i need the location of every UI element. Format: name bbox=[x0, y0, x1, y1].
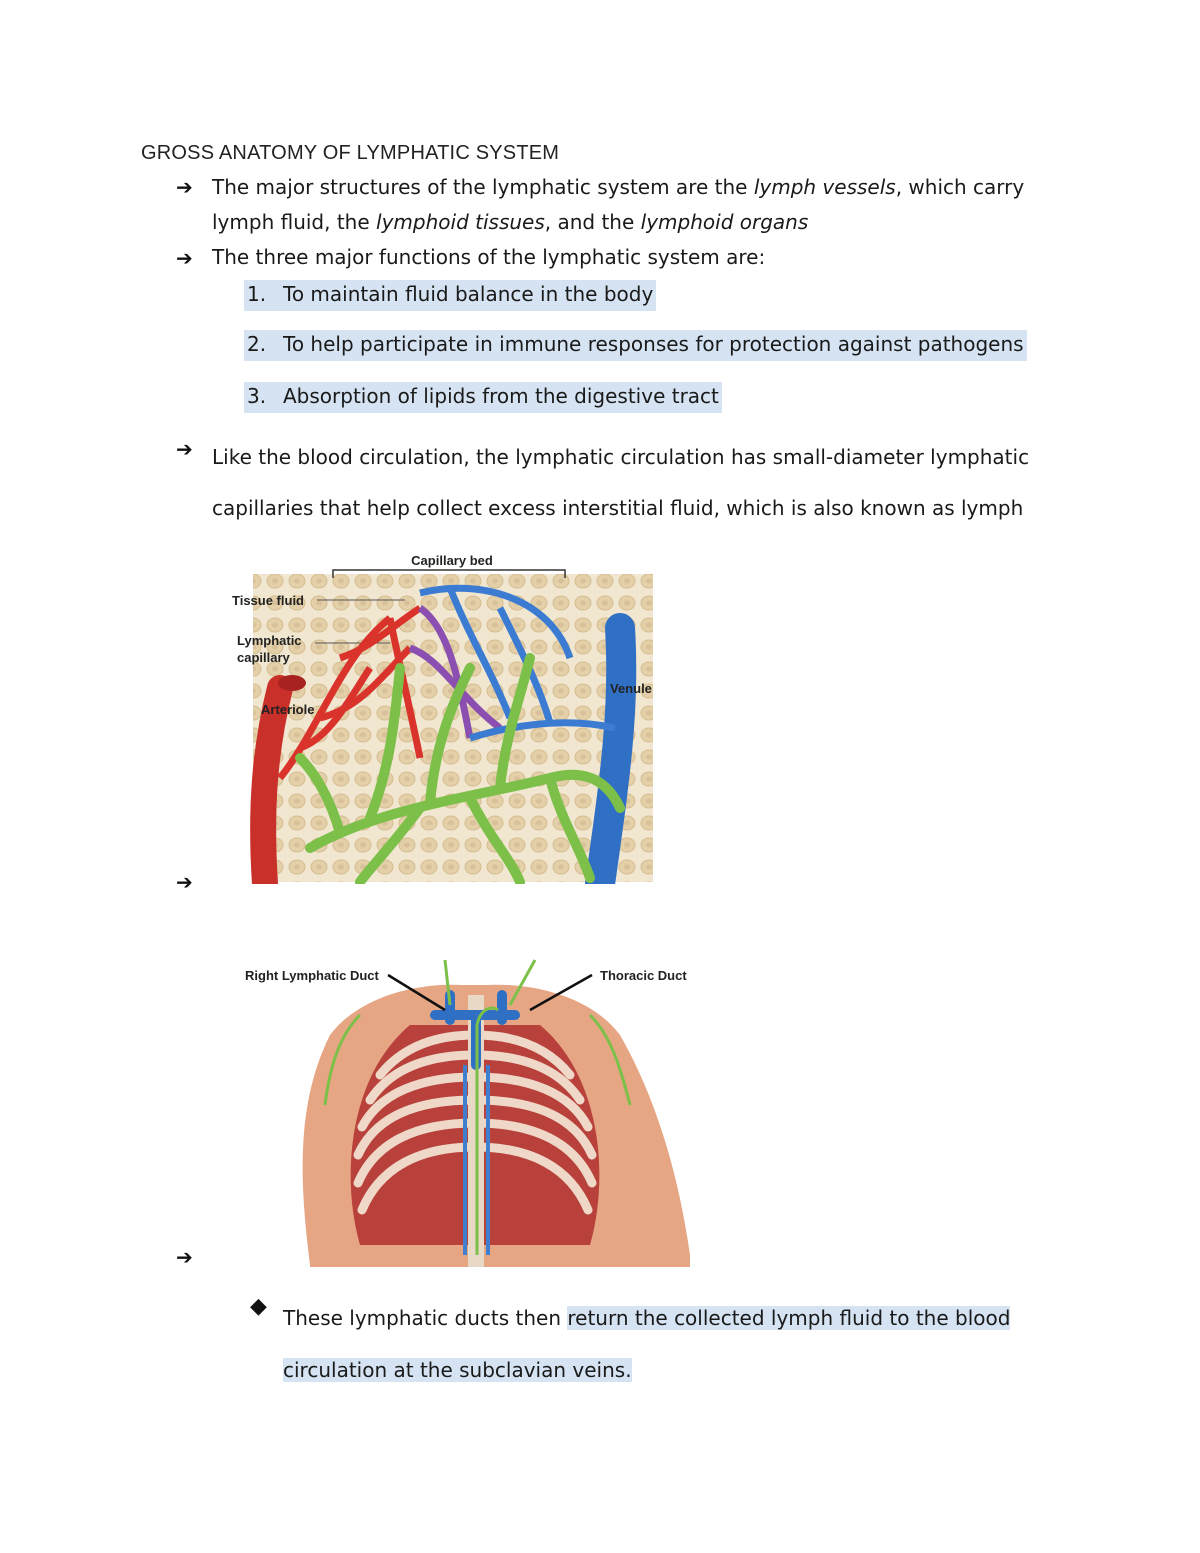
label-thoracic-duct: Thoracic Duct bbox=[600, 968, 687, 983]
bullet-capillaries-line2: capillaries that help collect excess interstitial fluid, which is also known as lymph bbox=[212, 496, 1024, 520]
label-capillary-bed: Capillary bed bbox=[411, 553, 493, 568]
label-arteriole: Arteriole bbox=[261, 702, 315, 717]
bullet-structures-text-2: , which carry bbox=[895, 175, 1025, 199]
function-number: 2. bbox=[247, 332, 267, 356]
label-lymphatic: Lymphatic bbox=[237, 633, 302, 648]
bullet-structures-text-3: lymph fluid, the bbox=[212, 210, 377, 234]
diamond-bullet-icon: ◆ bbox=[250, 1294, 267, 1319]
page-title: GROSS ANATOMY OF LYMPHATIC SYSTEM bbox=[141, 142, 560, 164]
arrow-bullet-icon: ➔ bbox=[176, 175, 193, 199]
arrow-bullet-icon: ➔ bbox=[176, 870, 193, 894]
label-right-lymphatic-duct: Right Lymphatic Duct bbox=[245, 968, 379, 983]
function-text: To maintain fluid balance in the body bbox=[283, 282, 654, 306]
sub-bullet-highlight-2: circulation at the subclavian veins. bbox=[283, 1358, 632, 1382]
capillary-bed-figure bbox=[220, 548, 660, 884]
bullet-functions-intro: The three major functions of the lymphatic system are: bbox=[212, 245, 766, 269]
bullet-structures bbox=[212, 170, 1112, 240]
function-text: To help participate in immune responses for protection against pathogens bbox=[283, 332, 1024, 356]
sub-bullet-ducts bbox=[283, 1292, 1083, 1396]
em-lymphoid-tissues: lymphoid tissues bbox=[376, 210, 545, 234]
bullet-structures-text-4: , and the bbox=[544, 210, 641, 234]
arrow-bullet-icon: ➔ bbox=[176, 1245, 193, 1269]
sub-bullet-highlight-1: return the collected lymph fluid to the blood bbox=[567, 1306, 1011, 1330]
function-number: 1. bbox=[247, 282, 267, 306]
function-text: Absorption of lipids from the digestive tract bbox=[283, 384, 719, 408]
arteriole-opening bbox=[278, 675, 306, 691]
function-number: 3. bbox=[247, 384, 267, 408]
function-item bbox=[244, 382, 722, 413]
label-capillary: capillary bbox=[237, 650, 290, 665]
sub-bullet-text: These lymphatic ducts then bbox=[283, 1306, 568, 1330]
em-lymph-vessels: lymph vessels bbox=[753, 175, 896, 199]
bullet-structures-text-1: The major structures of the lymphatic system are the bbox=[212, 175, 754, 199]
arrow-bullet-icon: ➔ bbox=[176, 246, 193, 270]
bullet-capillaries-line1: Like the blood circulation, the lymphatic circulation has small-diameter lymphatic bbox=[212, 445, 1030, 469]
label-venule: Venule bbox=[610, 681, 652, 696]
thoracic-duct-figure bbox=[240, 955, 700, 1267]
bullet-capillaries bbox=[212, 432, 1112, 534]
arrow-bullet-icon: ➔ bbox=[176, 437, 193, 461]
function-item bbox=[244, 280, 656, 311]
label-tissue-fluid: Tissue fluid bbox=[232, 593, 304, 608]
em-lymphoid-organs: lymphoid organs bbox=[640, 210, 809, 234]
function-item bbox=[244, 330, 1027, 361]
